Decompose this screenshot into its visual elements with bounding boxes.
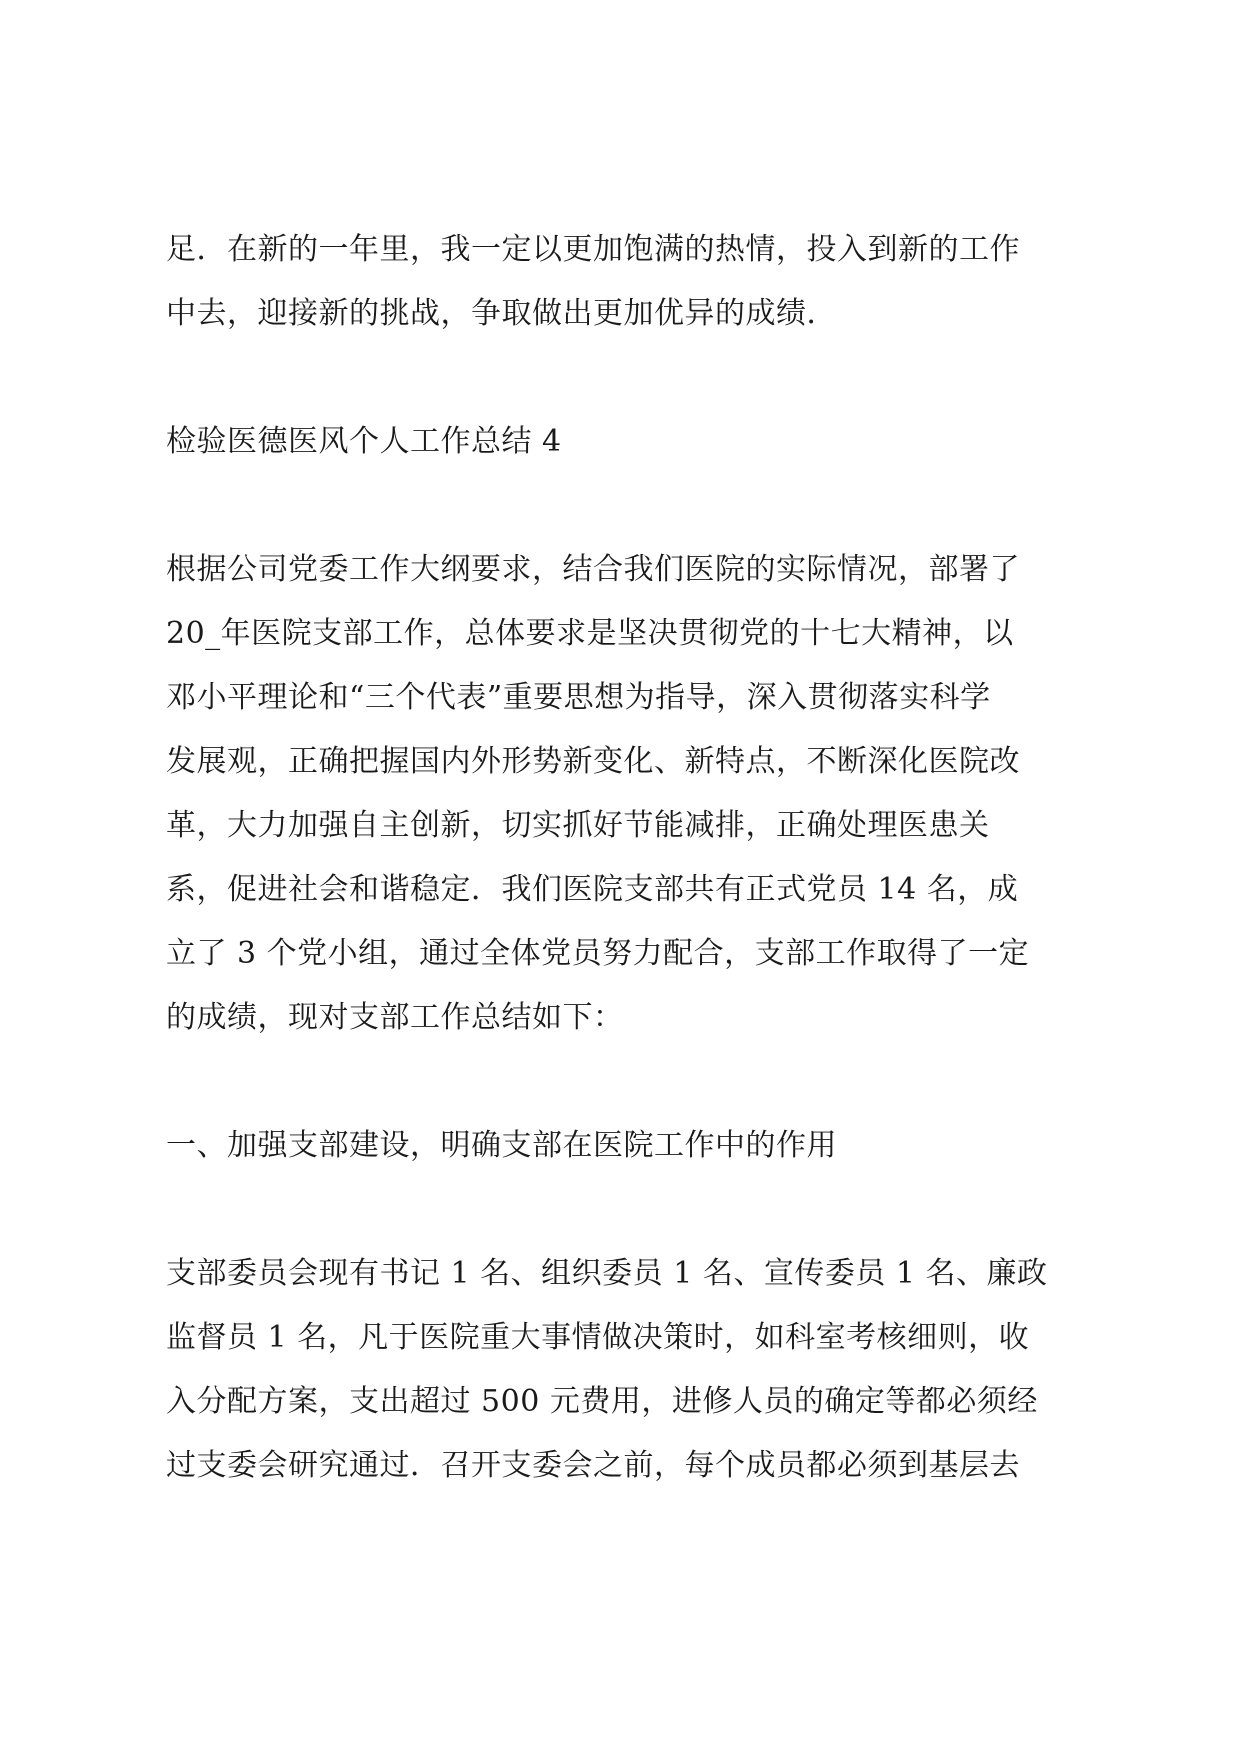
text-line: 过支委会研究通过．召开支委会之前，每个成员都必须到基层去 bbox=[166, 1448, 1020, 1483]
subsection-heading bbox=[166, 1114, 1096, 1178]
text-line: 足．在新的一年里，我一定以更加饱满的热情，投入到新的工作 bbox=[166, 232, 1020, 267]
section-title bbox=[166, 410, 1096, 474]
text-line: 入分配方案，支出超过 500 元费用，进修人员的确定等都必须经 bbox=[166, 1384, 1038, 1419]
paragraph-gap bbox=[166, 474, 1096, 538]
paragraph-gap bbox=[166, 1178, 1096, 1242]
section-title-text: 检验医德医风个人工作总结 4 bbox=[166, 424, 562, 459]
paragraph-gap bbox=[166, 1050, 1096, 1114]
paragraph-intro-ending bbox=[166, 218, 1096, 346]
text-line: 支部委员会现有书记 1 名、组织委员 1 名、宣传委员 1 名、廉政 bbox=[166, 1256, 1048, 1291]
paragraph-committee bbox=[166, 1242, 1096, 1498]
paragraph-gap bbox=[166, 346, 1096, 410]
paragraph-overview bbox=[166, 538, 1096, 1050]
text-line: 根据公司党委工作大纲要求，结合我们医院的实际情况，部署了 bbox=[166, 552, 1020, 587]
text-line: 发展观，正确把握国内外形势新变化、新特点，不断深化医院改 bbox=[166, 744, 1020, 779]
text-line: 革，大力加强自主创新，切实抓好节能减排，正确处理医患关 bbox=[166, 808, 990, 843]
text-line: 邓小平理论和“三个代表”重要思想为指导，深入贯彻落实科学 bbox=[166, 680, 991, 715]
text-line: 系，促进社会和谐稳定．我们医院支部共有正式党员 14 名，成 bbox=[166, 872, 1019, 907]
text-line: 监督员 1 名，凡于医院重大事情做决策时，如科室考核细则，收 bbox=[166, 1320, 1030, 1355]
text-line: 20_年医院支部工作，总体要求是坚决贯彻党的十七大精神，以 bbox=[166, 616, 1014, 651]
subsection-heading-text: 一、加强支部建设，明确支部在医院工作中的作用 bbox=[166, 1128, 837, 1163]
text-line: 的成绩，现对支部工作总结如下： bbox=[166, 1000, 624, 1035]
text-line: 中去，迎接新的挑战，争取做出更加优异的成绩． bbox=[166, 296, 837, 331]
text-line: 立了 3 个党小组，通过全体党员努力配合，支部工作取得了一定 bbox=[166, 936, 1030, 971]
document-body bbox=[166, 218, 1096, 1498]
